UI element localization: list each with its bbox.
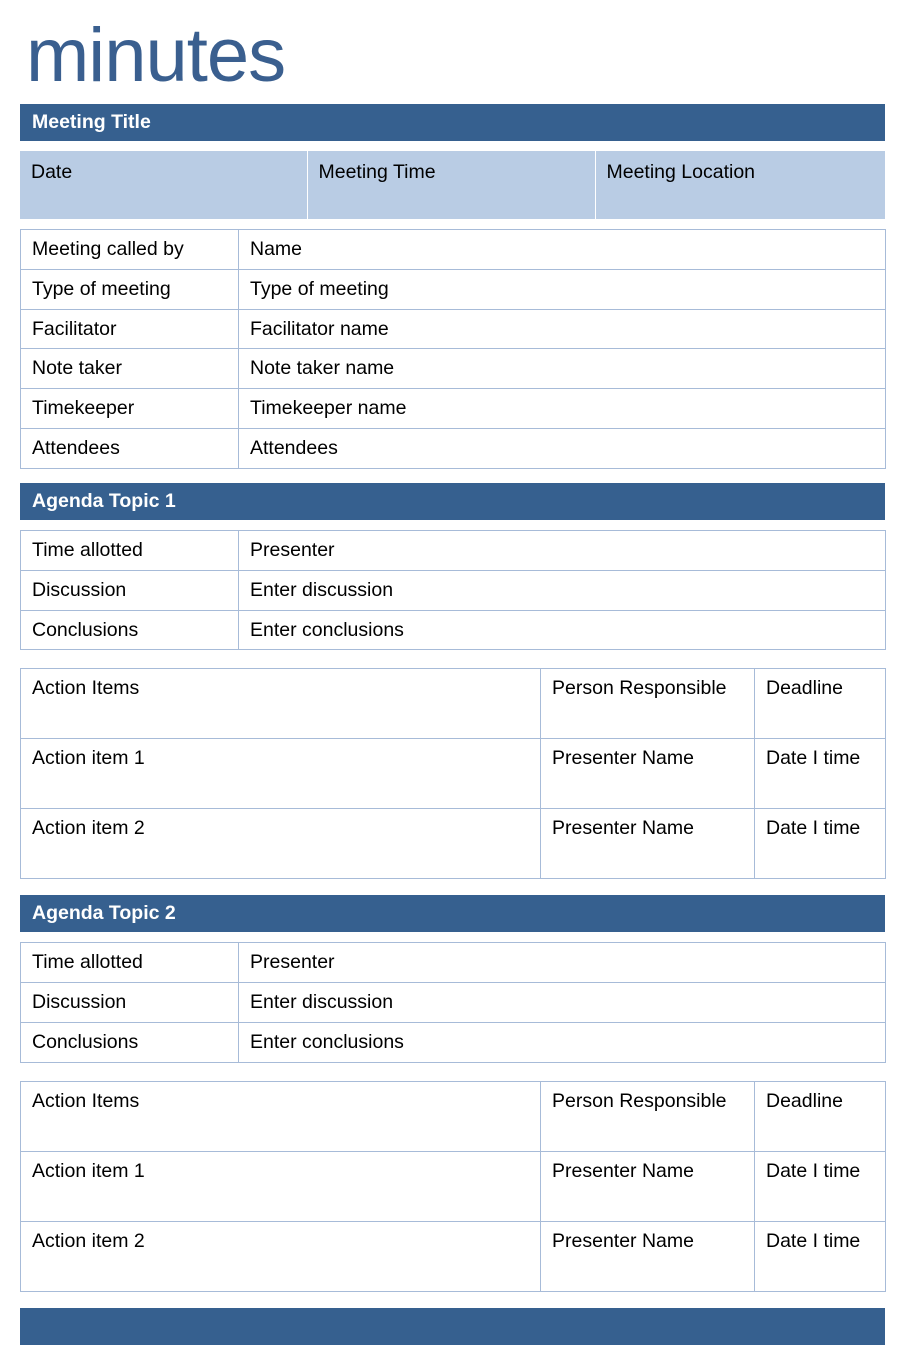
table-header-row xyxy=(21,669,886,739)
spacer xyxy=(20,520,885,530)
col-person-responsible[interactable]: Person Responsible xyxy=(541,669,755,739)
table-row xyxy=(21,809,886,879)
cell-meeting-location-label[interactable]: Meeting Location xyxy=(595,151,885,219)
table-row xyxy=(21,230,886,270)
info-value-type-of-meeting[interactable]: Type of meeting xyxy=(239,269,886,309)
value-discussion[interactable]: Enter discussion xyxy=(239,983,886,1023)
cell-meeting-time-label[interactable]: Meeting Time xyxy=(307,151,595,219)
info-value-facilitator[interactable]: Facilitator name xyxy=(239,309,886,349)
spacer xyxy=(20,469,885,483)
agenda-topic-2-action-items-table xyxy=(20,1081,886,1292)
table-row xyxy=(21,1022,886,1062)
label-discussion: Discussion xyxy=(21,983,239,1023)
cell-person-responsible[interactable]: Presenter Name xyxy=(541,739,755,809)
label-conclusions: Conclusions xyxy=(21,610,239,650)
table-row xyxy=(21,610,886,650)
info-value-note-taker[interactable]: Note taker name xyxy=(239,349,886,389)
next-agenda-topic-heading xyxy=(20,1308,885,1345)
spacer xyxy=(20,650,885,668)
col-deadline[interactable]: Deadline xyxy=(755,669,886,739)
cell-date-label[interactable]: Date xyxy=(20,151,307,219)
spacer xyxy=(20,219,885,229)
col-deadline[interactable]: Deadline xyxy=(755,1081,886,1151)
info-label-attendees: Attendees xyxy=(21,429,239,469)
value-discussion[interactable]: Enter discussion xyxy=(239,570,886,610)
spacer xyxy=(20,879,885,895)
cell-action-item[interactable]: Action item 2 xyxy=(21,1221,541,1291)
col-person-responsible[interactable]: Person Responsible xyxy=(541,1081,755,1151)
spacer xyxy=(20,1063,885,1081)
label-discussion: Discussion xyxy=(21,570,239,610)
cell-deadline[interactable]: Date I time xyxy=(755,809,886,879)
spacer xyxy=(20,932,885,942)
agenda-topic-1-heading: Agenda Topic 1 xyxy=(20,483,885,520)
col-time-allotted[interactable]: Time allotted xyxy=(21,530,239,570)
cell-deadline[interactable]: Date I time xyxy=(755,1151,886,1221)
table-row xyxy=(21,389,886,429)
cell-person-responsible[interactable]: Presenter Name xyxy=(541,1221,755,1291)
table-row xyxy=(20,151,885,219)
table-row xyxy=(21,429,886,469)
value-conclusions[interactable]: Enter conclusions xyxy=(239,1022,886,1062)
table-row xyxy=(21,309,886,349)
cell-action-item[interactable]: Action item 1 xyxy=(21,1151,541,1221)
table-header-row xyxy=(21,943,886,983)
table-row xyxy=(21,1151,886,1221)
info-value-called-by[interactable]: Name xyxy=(239,230,886,270)
info-label-type-of-meeting: Type of meeting xyxy=(21,269,239,309)
info-label-timekeeper: Timekeeper xyxy=(21,389,239,429)
agenda-topic-2-table xyxy=(20,942,886,1062)
meeting-info-table xyxy=(20,229,886,469)
cell-action-item[interactable]: Action item 1 xyxy=(21,739,541,809)
info-label-facilitator: Facilitator xyxy=(21,309,239,349)
table-row xyxy=(21,739,886,809)
cell-action-item[interactable]: Action item 2 xyxy=(21,809,541,879)
cell-deadline[interactable]: Date I time xyxy=(755,739,886,809)
info-value-timekeeper[interactable]: Timekeeper name xyxy=(239,389,886,429)
agenda-topic-2-heading: Agenda Topic 2 xyxy=(20,895,885,932)
cell-person-responsible[interactable]: Presenter Name xyxy=(541,1151,755,1221)
cell-person-responsible[interactable]: Presenter Name xyxy=(541,809,755,879)
agenda-topic-1-action-items-table xyxy=(20,668,886,879)
spacer xyxy=(20,1292,885,1308)
col-time-allotted[interactable]: Time allotted xyxy=(21,943,239,983)
meeting-header-table xyxy=(20,151,885,219)
minutes-document xyxy=(0,8,897,1345)
table-row xyxy=(21,983,886,1023)
page-title: minutes xyxy=(26,13,286,98)
col-presenter[interactable]: Presenter xyxy=(239,943,886,983)
col-presenter[interactable]: Presenter xyxy=(239,530,886,570)
info-value-attendees[interactable]: Attendees xyxy=(239,429,886,469)
meeting-title-bar: Meeting Title xyxy=(20,104,885,141)
spacer xyxy=(20,141,885,151)
table-row xyxy=(21,269,886,309)
col-action-items[interactable]: Action Items xyxy=(21,1081,541,1151)
table-row xyxy=(21,1221,886,1291)
info-label-called-by: Meeting called by xyxy=(21,230,239,270)
cell-deadline[interactable]: Date I time xyxy=(755,1221,886,1291)
table-header-row xyxy=(21,1081,886,1151)
table-header-row xyxy=(21,530,886,570)
info-label-note-taker: Note taker xyxy=(21,349,239,389)
table-row xyxy=(21,570,886,610)
table-row xyxy=(21,349,886,389)
label-conclusions: Conclusions xyxy=(21,1022,239,1062)
col-action-items[interactable]: Action Items xyxy=(21,669,541,739)
value-conclusions[interactable]: Enter conclusions xyxy=(239,610,886,650)
agenda-topic-1-table xyxy=(20,530,886,650)
